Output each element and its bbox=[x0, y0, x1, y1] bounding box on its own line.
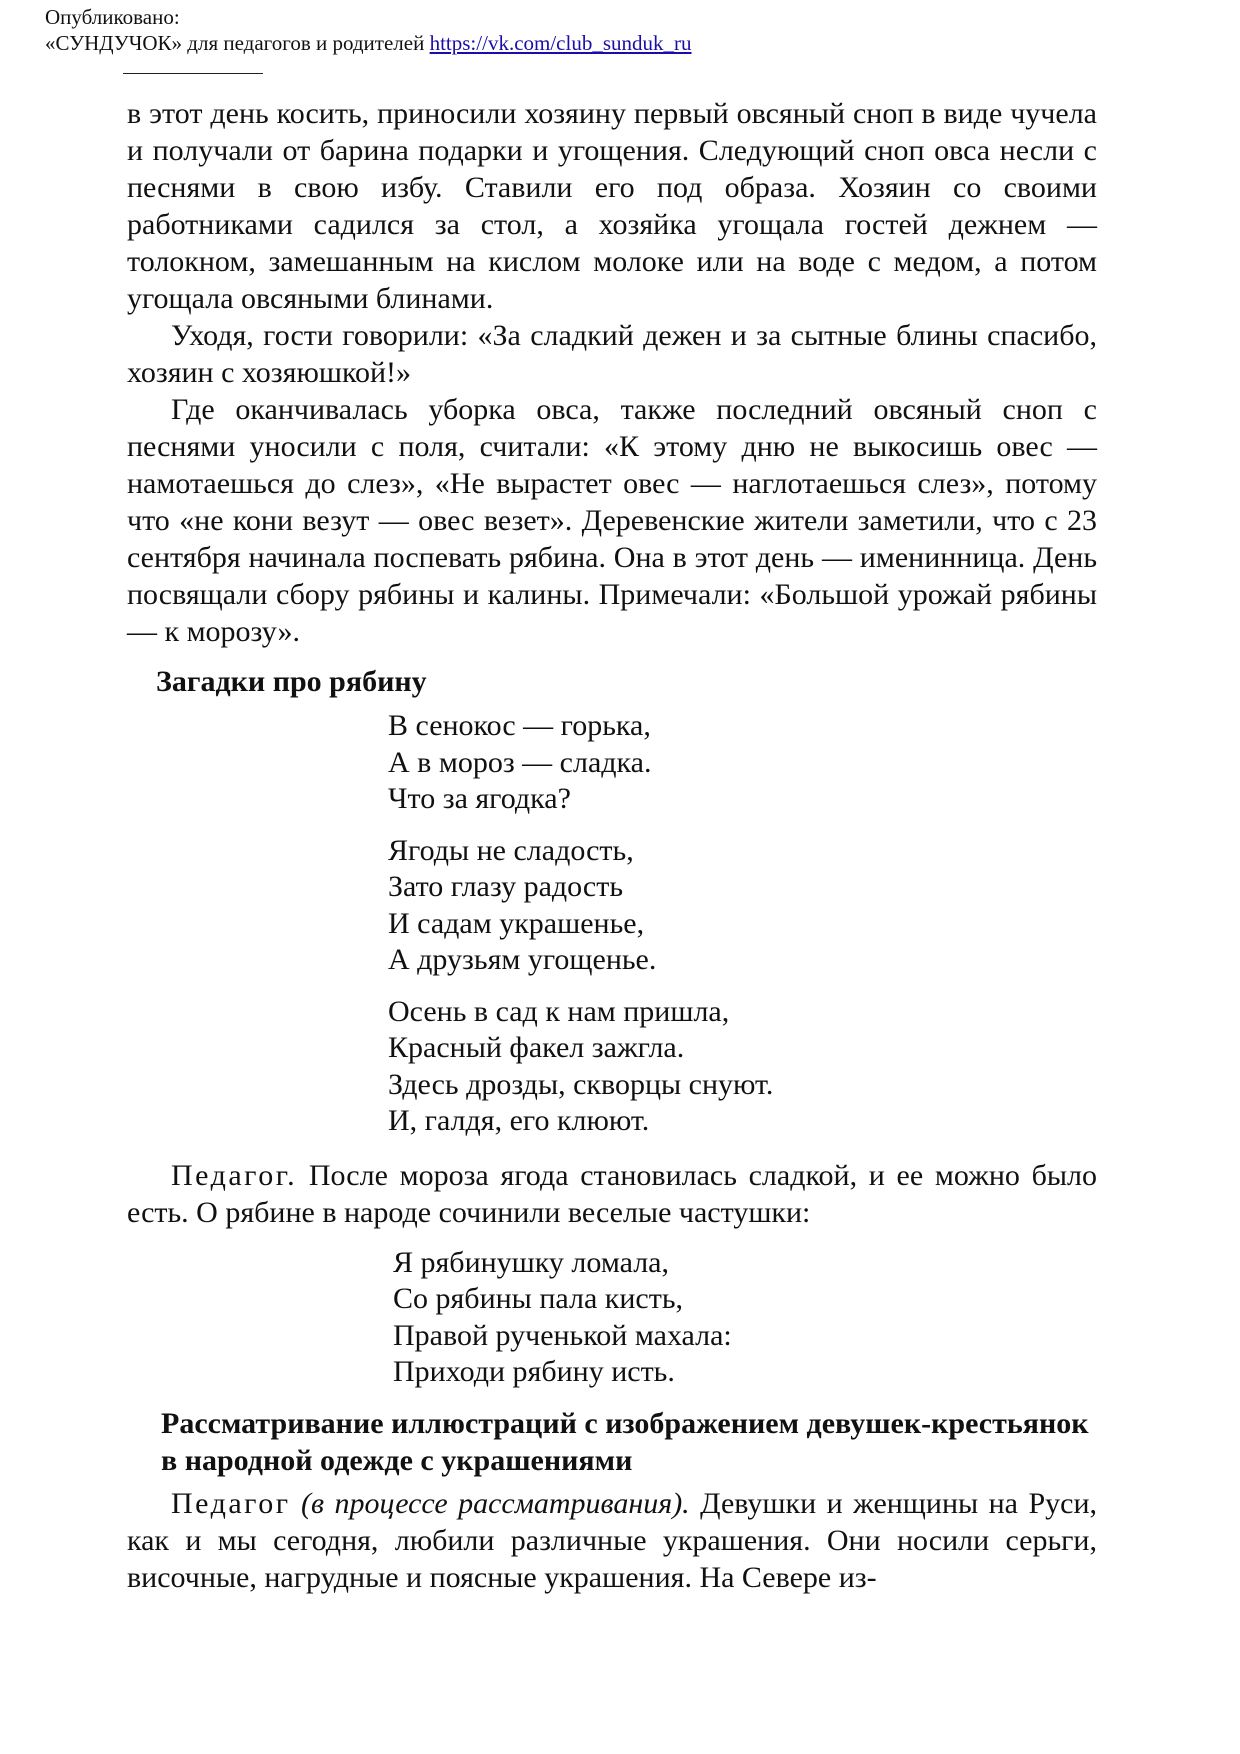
verse-line: Красный факел зажгла. bbox=[388, 1031, 685, 1064]
chastushka bbox=[127, 1245, 1097, 1391]
verse-line: А друзьям угощенье. bbox=[388, 943, 657, 976]
page-content bbox=[127, 95, 1097, 1596]
riddles-heading: Загадки про рябину bbox=[156, 665, 427, 698]
riddle-2 bbox=[127, 833, 1097, 979]
published-label: Опубликовано: bbox=[45, 5, 180, 29]
riddle-1 bbox=[127, 708, 1097, 818]
verse-line: Правой рученькой махала: bbox=[393, 1318, 732, 1352]
verse-line: Ягоды не сладость, bbox=[388, 833, 634, 867]
verse-line: Осень в сад к нам пришла, bbox=[388, 994, 730, 1028]
verse-line: В сенокос — горька, bbox=[388, 709, 651, 742]
source-line bbox=[45, 30, 692, 56]
verse-line: Здесь дрозды, скворцы снуют. bbox=[388, 1067, 774, 1101]
stage-note: (в процессе рассматривания). bbox=[300, 1486, 690, 1520]
verse-line: А в мороз — сладка. bbox=[388, 745, 652, 779]
header-divider bbox=[123, 73, 263, 74]
verse-line: Приходи рябину исть. bbox=[393, 1355, 675, 1388]
publication-header bbox=[45, 4, 692, 56]
paragraph-4 bbox=[127, 1157, 1097, 1231]
verse-line: И садам украшенье, bbox=[388, 906, 645, 940]
paragraph-4-text: После мороза ягода становилась сладкой, и ее можно было есть. О рябине в народе сочинили веселые частушки: bbox=[127, 1158, 1098, 1229]
paragraph-5 bbox=[127, 1485, 1097, 1596]
section-heading: Рассматривание иллюстраций с изображением девушек-крестьянок в народной одежде с украшениями bbox=[161, 1406, 1089, 1477]
source-link[interactable]: https://vk.com/club_sunduk_ru bbox=[429, 31, 692, 55]
paragraph-2: Уходя, гости говорили: «За сладкий дежен и за сытные блины спасибо, хозяин с хозяюшкой!» bbox=[127, 319, 1097, 389]
verse-line: И, галдя, его клюют. bbox=[388, 1104, 650, 1137]
paragraph-1: в этот день косить, приносили хозяину первый овсяный сноп в виде чучела и получали от барина подарки и угощения. Следующий сноп овса несли с песнями в свою избу. Ставили его под образа. Хозяин со своими работниками садился за стол, а хозяйка угощала гостей дежнем — толокном, замешанным на кислом молоке или на воде с медом, а потом угощала овсяными блинами. bbox=[127, 97, 1097, 315]
source-text: «СУНДУЧОК» для педагогов и родителей bbox=[45, 31, 425, 55]
teacher-label-2: Педагог bbox=[171, 1486, 291, 1520]
paragraph-5-text: Девушки и женщины на Руси, как и мы сегодня, любили различные украшения. Они носили серьги, височные, нагрудные и поясные украшения. На Севере из- bbox=[127, 1486, 1097, 1594]
verse-line: Со рябины пала кисть, bbox=[393, 1282, 683, 1315]
verse-line: Зато глазу радость bbox=[388, 870, 624, 903]
teacher-label: Педагог. bbox=[171, 1158, 298, 1192]
riddle-3 bbox=[127, 994, 1097, 1140]
verse-line: Что за ягодка? bbox=[388, 782, 571, 815]
paragraph-3: Где оканчивалась уборка овса, также последний овсяный сноп с песнями уносили с поля, считали: «К этому дню не выкосишь овес — намотаешься до слез», «Не вырастет овес — наглотаешься слез», потому что «не кони везут — овес везет». Деревенские жители заметили, что с 23 сентября начинала поспевать рябина. Она в этот день — именинница. День посвящали сбору рябины и калины. Примечали: «Большой урожай рябины — к морозу». bbox=[127, 393, 1097, 648]
verse-line: Я рябинушку ломала, bbox=[393, 1245, 669, 1279]
